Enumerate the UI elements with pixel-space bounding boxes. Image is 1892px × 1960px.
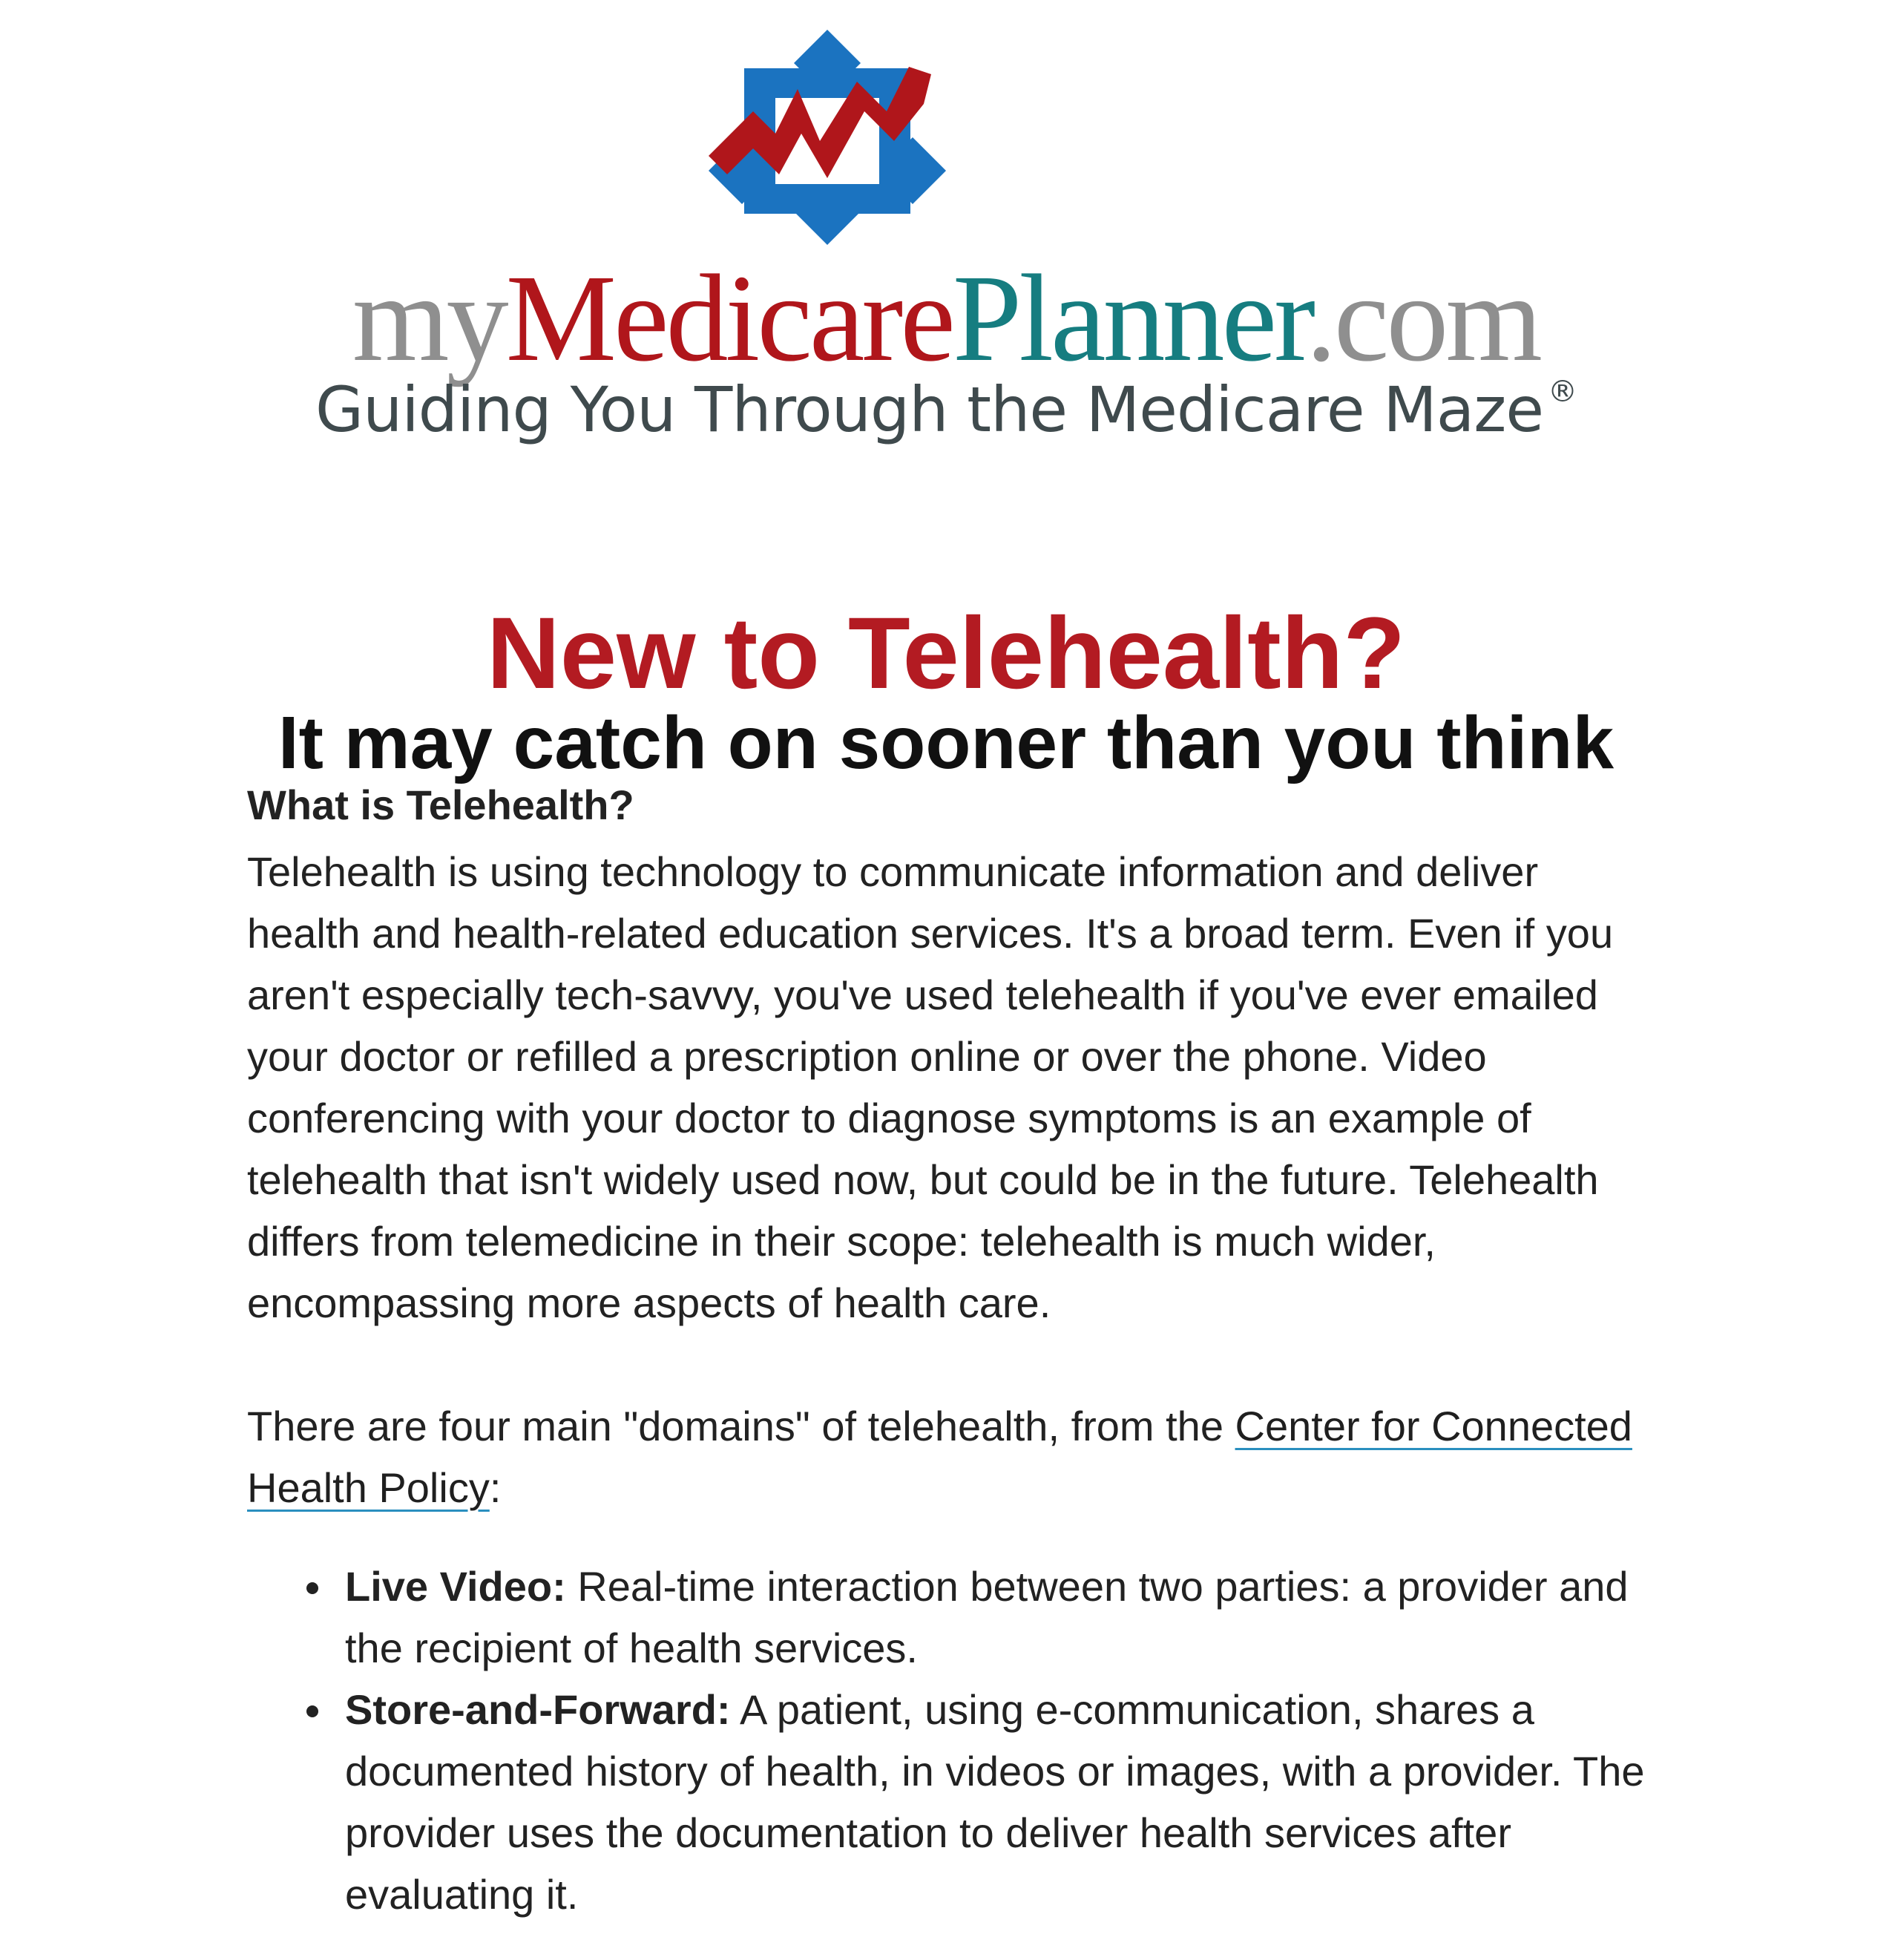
paragraph-domains bbox=[247, 1395, 1657, 1518]
bullet-term: Live Video: bbox=[345, 1563, 566, 1610]
bullet-icon bbox=[306, 1582, 318, 1594]
page-subtitle: It may catch on sooner than you think bbox=[277, 701, 1615, 784]
brand-wordmark bbox=[0, 249, 1892, 387]
wordmark-planner: Planner bbox=[952, 249, 1306, 387]
bullet-text: Real-time interaction between two parties: a provider and the recipient of health services. bbox=[345, 1563, 1629, 1671]
article-body bbox=[247, 776, 1657, 1925]
paragraph-definition: Telehealth is using technology to communicate information and deliver health and health-related education services. It's a broad term. Even if you aren't especially tech-savvy, you've used telehealth if you've ever emailed your doctor or refilled a prescription online or over the phone. Video conferencing with your doctor to diagnose symptoms is an example of telehealth that isn't widely used now, but could be in the future. Telehealth differs from telemedicine in their scope: telehealth is much wider, encompassing more aspects of health care. bbox=[247, 848, 1614, 1326]
domains-list bbox=[247, 1556, 1657, 1925]
logo-icon bbox=[709, 30, 946, 245]
wordmark-medicare: Medicare bbox=[505, 249, 953, 387]
wordmark-com: .com bbox=[1305, 249, 1540, 387]
bullet-icon bbox=[306, 1705, 318, 1717]
registered-mark: ® bbox=[1548, 375, 1577, 409]
paragraph-domains-suffix: : bbox=[489, 1464, 502, 1511]
paragraph-domains-prefix: There are four main "domains" of telehealth, from the bbox=[247, 1403, 1235, 1449]
tagline-text: Guiding You Through the Medicare Maze bbox=[315, 373, 1544, 446]
bullet-text: A patient, using e-communication, shares a documented history of health, in videos or images, with a provider. The provider uses the documentation to deliver health services after evaluating it. bbox=[345, 1686, 1645, 1918]
bullet-term: Store-and-Forward: bbox=[345, 1686, 731, 1733]
list-item bbox=[345, 1556, 1657, 1679]
cchp-link[interactable]: Center for Connected Health Policy bbox=[247, 1403, 1632, 1511]
wordmark-my: my bbox=[352, 249, 506, 387]
list-item bbox=[345, 1679, 1657, 1925]
page-title: New to Telehealth? bbox=[486, 596, 1406, 710]
section-heading: What is Telehealth? bbox=[247, 781, 634, 828]
brand-tagline bbox=[0, 373, 1892, 446]
